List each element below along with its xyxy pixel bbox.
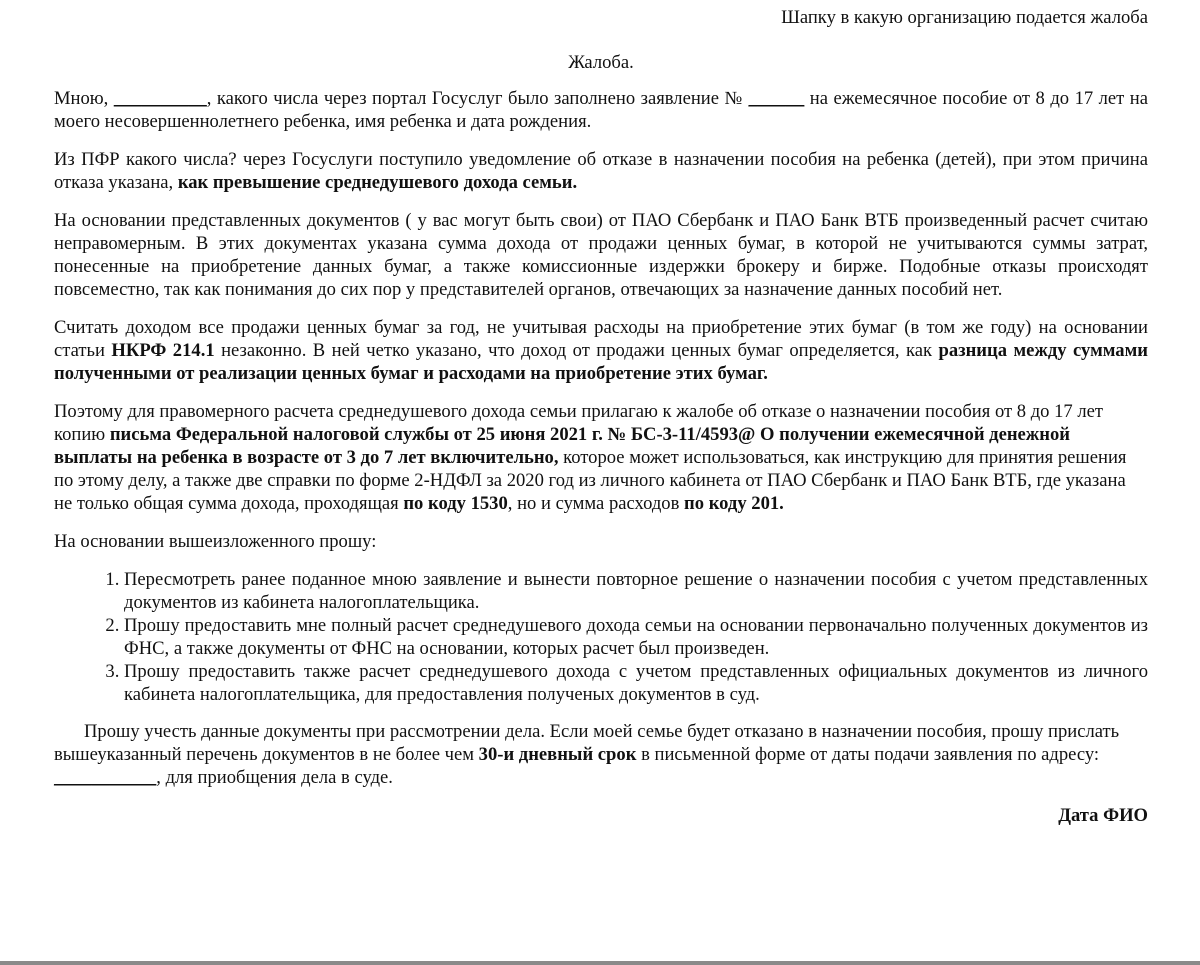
name-blank: __________ [113,88,207,109]
paragraph-closing: Прошу учесть данные документы при рассмотрении дела. Если моей семье будет отказано в назначении пособия, прошу прислать вышеуказанный перечень документов в не более чем 30-и дневный срок в письменной форме от даты подачи заявления по адресу: ___________, для приобщения дела в суде. [54,721,1120,788]
paragraph-documents: На основании представленных документов ( у вас могут быть свои) от ПАО Сбербанк и ПАО Банк ВТБ произведенный расчет считаю неправомерным. В этих документах указана сумма дохода от продажи ценных бумаг, в которой не учитываются суммы затрат, понесенные на приобретение данных бумаг, а также комиссионные издержки брокеру и бирже. Подобные отказы происходят повсеместно, так как понимания до сих пор у представителей органов, отвечающих за назначение данных пособий нет. [54,210,1148,300]
address-blank: ___________ [54,767,157,788]
paragraph-attachments: Поэтому для правомерного расчета среднедушевого дохода семьи прилагаю к жалобе об отказе о назначении пособия от 8 до 17 лет копию письма Федеральной налоговой службы от 25 июня 2021 г. № БС-3-11/4593@ О получении ежемесячной денежной выплаты на ребенка в возрасте от 3 до 7 лет включительно, которое может использоваться, как инструкцию для принятия решения по этому делу, а также две справки по форме 2-НДФЛ за 2020 год из личного кабинета от ПАО Сбербанк и ПАО Банк ВТБ, где указана не только общая сумма дохода, проходящая по коду 1530, но и сумма расходов по коду 201. [54,401,1127,514]
list-item: 2. Прошу предоставить мне полный расчет среднедушевого дохода семьи на основании первоначально полученных документов из ФНС, а также документы от ФНС на основании, которых расчет был произведен. [124,614,1148,660]
application-number-blank: ______ [748,88,805,109]
addressee-header: Шапку в какую организацию подается жалоба [781,7,1148,28]
list-item: 3. Прошу предоставить также расчет среднедушевого дохода с учетом представленных официальных документов из личного кабинета налогоплательщика, для предоставления полученых документов в суд. [124,660,1148,706]
paragraph-application: Мною, __________, какого числа через портал Госуслуг было заполнено заявление № ______ на ежемесячное пособие от 8 до 17 лет на моего несовершеннолетнего ребенка, имя ребенка и дата рождения. [54,88,1149,132]
document-title: Жалоба. [568,52,634,73]
list-item: 1. Пересмотреть ранее поданное мною заявление и вынести повторное решение о назначении пособия с учетом представленных документов из кабинета налогоплательщика. [124,568,1148,614]
paragraph-tax-code: Считать доходом все продажи ценных бумаг за год, не учитывая расходы на приобретение этих бумаг (в том же году) на основании статьи НКРФ 214.1 незаконно. В ней четко указано, что доход от продажи ценных бумаг определяется, как разница между суммами полученными от реализации ценных бумаг и расходами на приобретение этих бумаг. [54,317,1148,384]
paragraph-refusal-notice: Из ПФР какого числа? через Госуслуги поступило уведомление об отказе в назначении пособия на ребенка (детей), при этом причина отказа указана, как превышение среднедушевого дохода семьи. [54,149,1148,193]
paragraph-request-intro: На основании вышеизложенного прошу: [54,531,377,552]
request-list [54,568,1148,706]
page-bottom-border [0,961,1200,965]
signature-line: Дата ФИО [1058,805,1148,826]
